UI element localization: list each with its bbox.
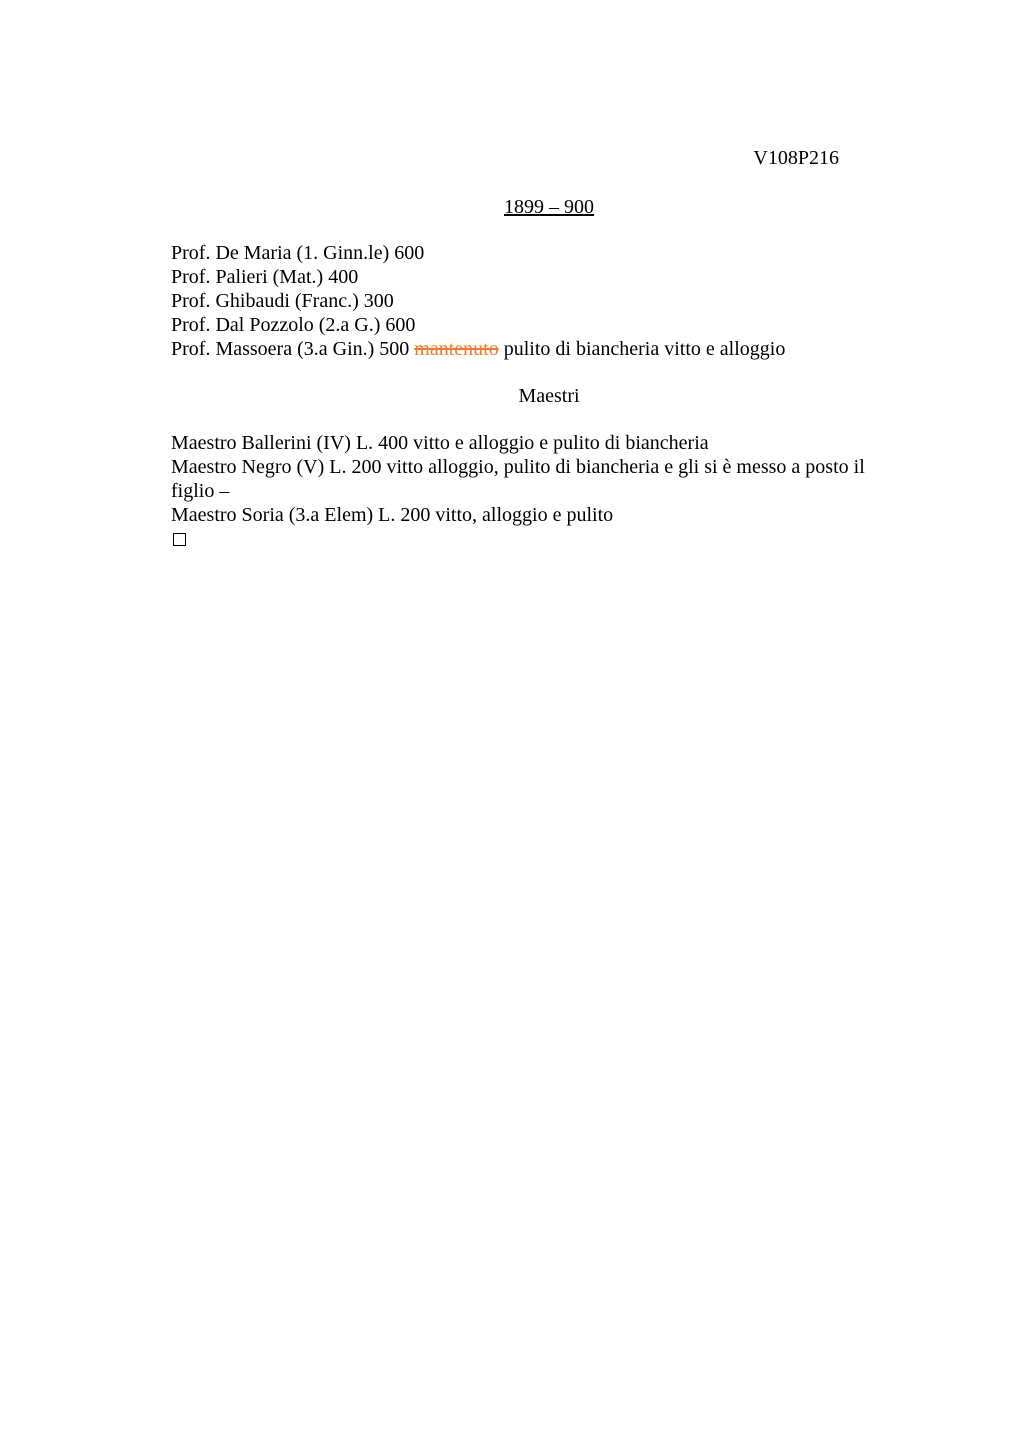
maestro-entry: Maestro Ballerini (IV) L. 400 vitto e alloggio e pulito di biancheria bbox=[171, 432, 709, 454]
document-id: V108P216 bbox=[753, 147, 839, 169]
professor-entry-with-deletion bbox=[171, 337, 891, 361]
struck-word: mantenuto bbox=[414, 338, 499, 360]
maestri-list bbox=[171, 431, 891, 552]
professor-entry: Prof. Dal Pozzolo (2.a G.) 600 bbox=[171, 314, 416, 336]
professors-list bbox=[171, 241, 891, 361]
year-heading: 1899 – 900 bbox=[504, 196, 594, 218]
professor-entry: Prof. Ghibaudi (Franc.) 300 bbox=[171, 290, 394, 312]
entry-text-before: Prof. Massoera (3.a Gin.) 500 bbox=[171, 338, 415, 360]
checkbox-square-icon bbox=[173, 533, 186, 546]
maestri-heading: Maestri bbox=[518, 385, 580, 407]
professor-entry: Prof. Palieri (Mat.) 400 bbox=[171, 266, 359, 288]
maestro-entry: Maestro Negro (V) L. 200 vitto alloggio, pulito di biancheria e gli si è messo a posto il figlio – bbox=[171, 456, 865, 502]
professor-entry: Prof. De Maria (1. Ginn.le) 600 bbox=[171, 242, 425, 264]
end-mark-line bbox=[171, 527, 891, 552]
maestro-entry: Maestro Soria (3.a Elem) L. 200 vitto, alloggio e pulito bbox=[171, 504, 614, 526]
entry-text-after: pulito di biancheria vitto e alloggio bbox=[498, 338, 786, 360]
